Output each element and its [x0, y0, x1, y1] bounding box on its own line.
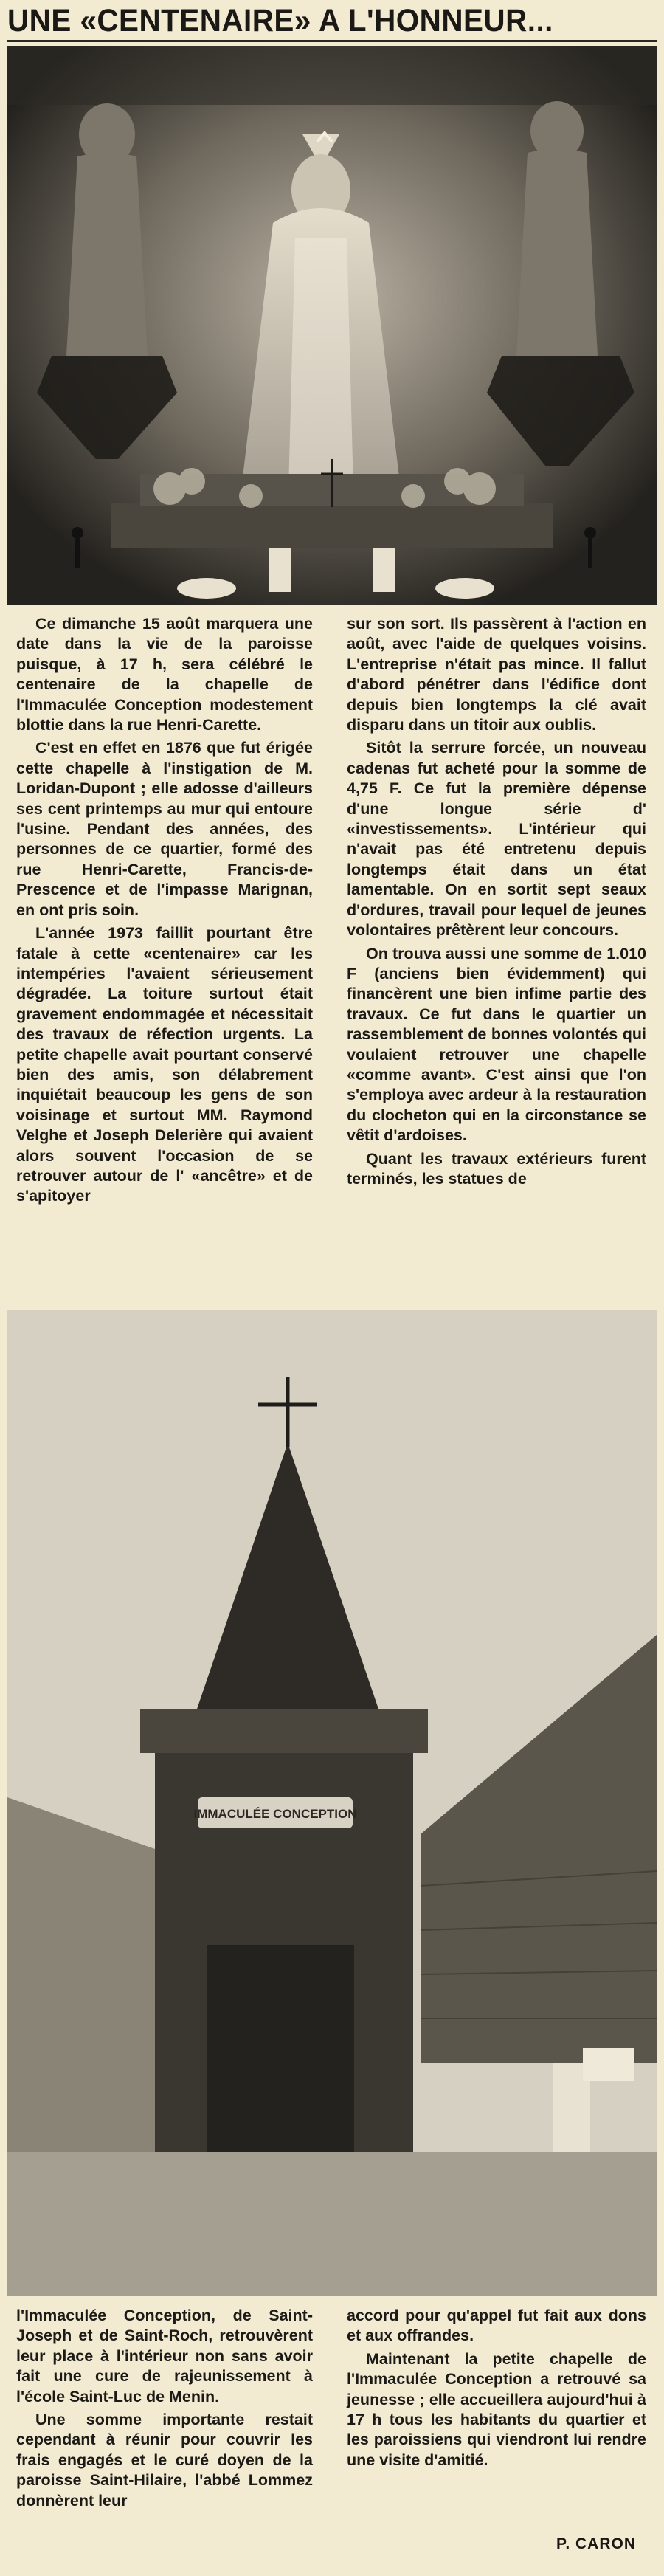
paragraph: Sitôt la serrure forcée, un nouveau cadenas fut acheté pour la somme de 4,75 F. Ce fut la première dépense d'une longue série d' «investissements». L'intérieur qui n'avait pas été entretenu depuis longtemps était dans un état lamentable. On en sortit sept seaux d'ordures, travail pour lequel de jeunes volontaires prêtèrent leur concours. [347, 739, 646, 940]
paragraph: C'est en effet en 1876 que fut érigée cette chapelle à l'instigation de M. Loridan-Dupont ; elle adosse d'ailleurs ses cent printemps au mur qui entoure l'usine. Pendant des années, des personnes de ce quartier, formé des rue Henri-Carette, Francis-de-Prescence et de l'impasse Marignan, en ont pris soin. [16, 739, 313, 919]
paragraph: Ce dimanche 15 août marquera une date dans la vie de la paroisse puisque, à 17 h, sera célébré le centenaire de la chapelle de l'Immaculée Conception modestement blottie dans la rue Henri-Carette. [16, 615, 313, 734]
article-bottom-right-column [347, 2306, 646, 2470]
paragraph: sur son sort. Ils passèrent à l'action en août, avec l'aide de quelques voisins. L'entreprise n'était pas mince. Il fallut d'abord pénétrer dans l'édifice dont depuis bien longtemps la clé avait disparu dans un titoir aux oublis. [347, 615, 646, 734]
interior-photo [7, 46, 657, 605]
author-signature: P. CARON [556, 2535, 636, 2552]
paragraph: L'année 1973 faillit pourtant être fatale à cette «centenaire» car les intempéries l'avaient sérieusement dégradée. La toiture surtout était gravement endommagée et nécessitait des travaux de réfection urgents. La petite chapelle avait pourtant conservé bien des amis, son délabrement inquiétait beaucoup les gens de son voisinage et surtout MM. Raymond Velghe et Joseph Delerière qui avaient alors souvent l'occasion de se retrouver autour de l' «ancêtre» et de s'apitoyer [16, 924, 313, 1205]
paragraph: Une somme importante restait cependant à réunir pour couvrir les frais engagés et le curé doyen de la paroisse Saint-Hilaire, l'abbé Lommez donnèrent leur [16, 2411, 313, 2510]
headline: UNE «CENTENAIRE» A L'HONNEUR... [7, 3, 553, 38]
exterior-photo [7, 1310, 657, 2296]
headline-rule [7, 40, 657, 42]
chapel-sign-text: IMMACULÉE CONCEPTION [193, 1807, 357, 1821]
paragraph: On trouva aussi une somme de 1.010 F (anciens bien évidemment) qui financèrent une bien infime partie des travaux. Ce fut dans le quartier un rassemblement de bonnes volontés qui voulaient retrouver une chapelle «comme avant». C'est ainsi que l'on s'employa avec ardeur à la restauration du clocheton qui en la circonstance se vêtit d'ardoises. [347, 944, 646, 1145]
article-bottom-left-column [16, 2306, 313, 2511]
paragraph: l'Immaculée Conception, de Saint-Joseph et de Saint-Roch, retrouvèrent leur place à l'intérieur non sans avoir fait une cure de rajeunissement à l'école Saint-Luc de Menin. [16, 2307, 313, 2405]
article-top-right-column [347, 614, 646, 1189]
article-top-left-column [16, 614, 313, 1207]
paragraph: Maintenant la petite chapelle de l'Immaculée Conception a retrouvé sa jeunesse ; elle accueillera aujourd'hui à 17 h tous les habitants du quartier et les paroissiens qui viendront lui rendre une visite d'amitié. [347, 2349, 646, 2469]
paragraph: accord pour qu'appel fut fait aux dons et aux offrandes. [347, 2307, 646, 2345]
paragraph: Quant les travaux extérieurs furent terminés, les statues de [347, 1149, 646, 1188]
